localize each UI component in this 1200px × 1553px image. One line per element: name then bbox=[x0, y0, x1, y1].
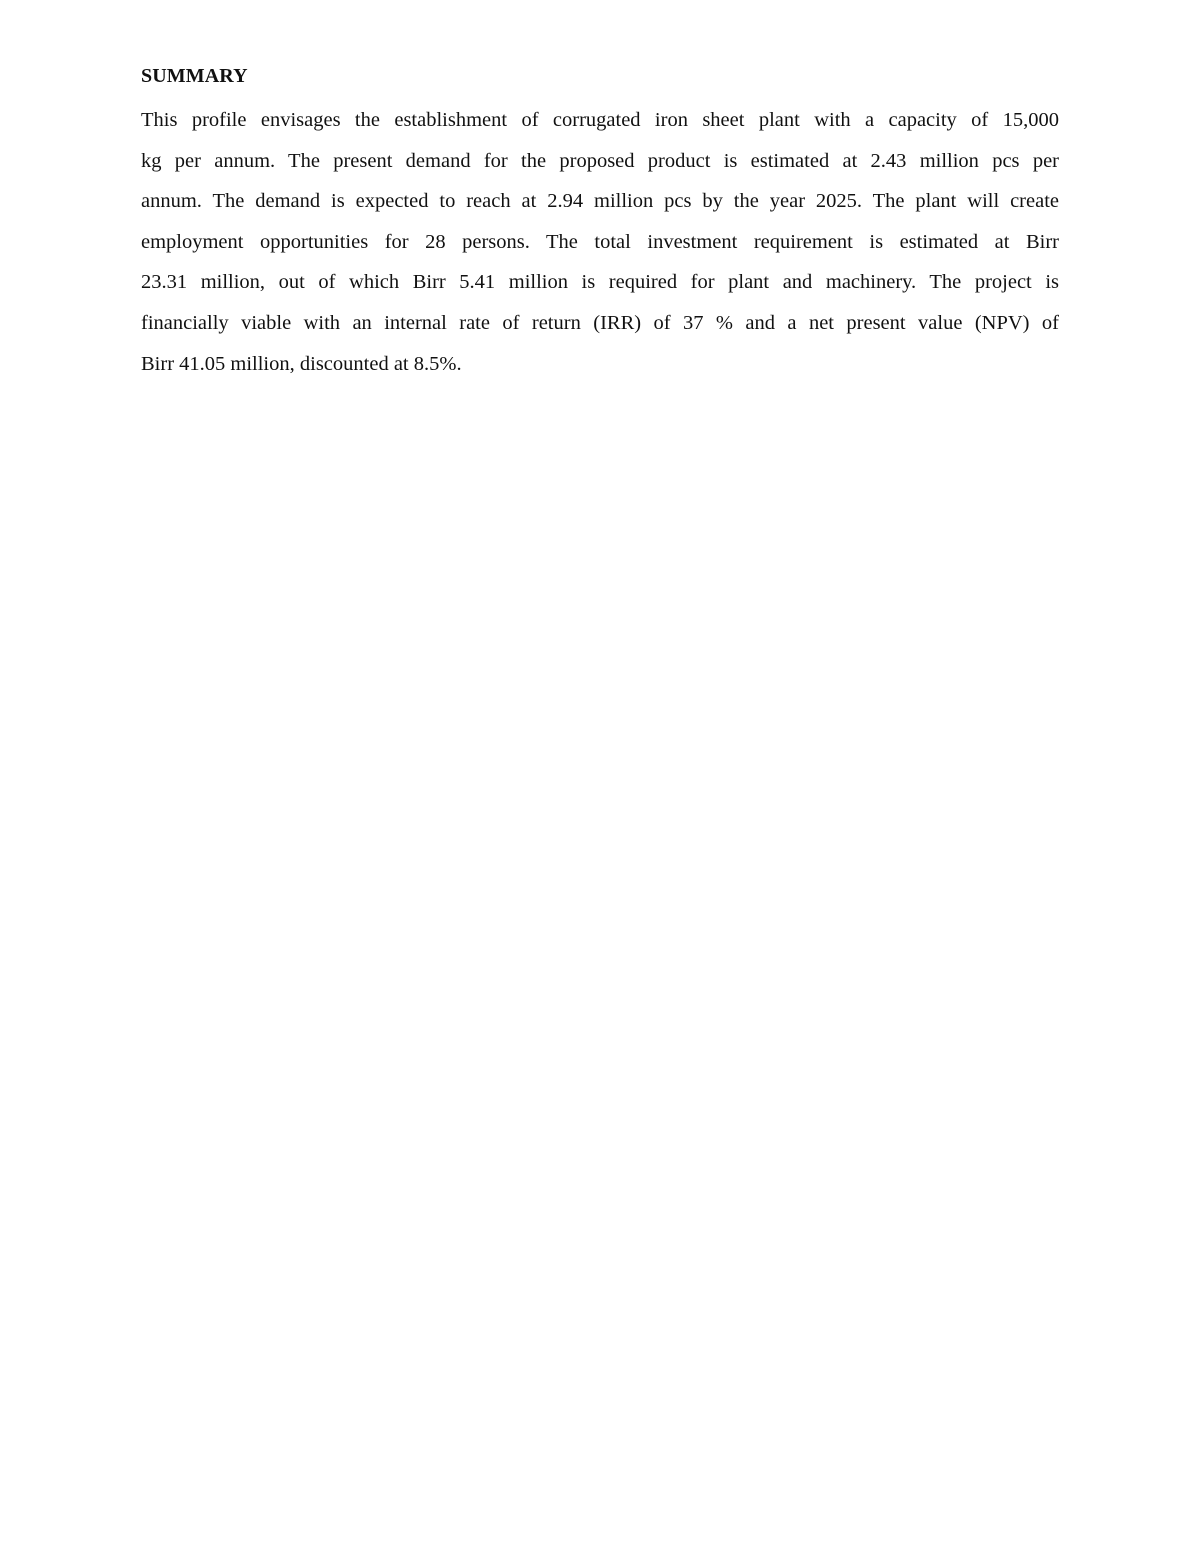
paragraph-line: 23.31 million, out of which Birr 5.41 million is required for plant and machinery. The project is bbox=[141, 271, 1059, 294]
paragraph-line: kg per annum. The present demand for the proposed product is estimated at 2.43 million pcs per bbox=[141, 149, 1059, 172]
summary-paragraph bbox=[141, 100, 1059, 384]
paragraph-line: annum. The demand is expected to reach at 2.94 million pcs by the year 2025. The plant will create bbox=[141, 190, 1059, 213]
paragraph-line: This profile envisages the establishment of corrugated iron sheet plant with a capacity of 15,000 bbox=[141, 109, 1059, 131]
paragraph-line: Birr 41.05 million, discounted at 8.5%. bbox=[141, 352, 462, 375]
summary-section bbox=[141, 60, 1059, 384]
paragraph-line: employment opportunities for 28 persons. The total investment requirement is estimated at Birr bbox=[141, 230, 1059, 253]
section-heading: SUMMARY bbox=[141, 65, 248, 87]
paragraph-line: financially viable with an internal rate of return (IRR) of 37 % and a net present value (NPV) of bbox=[141, 311, 1059, 334]
